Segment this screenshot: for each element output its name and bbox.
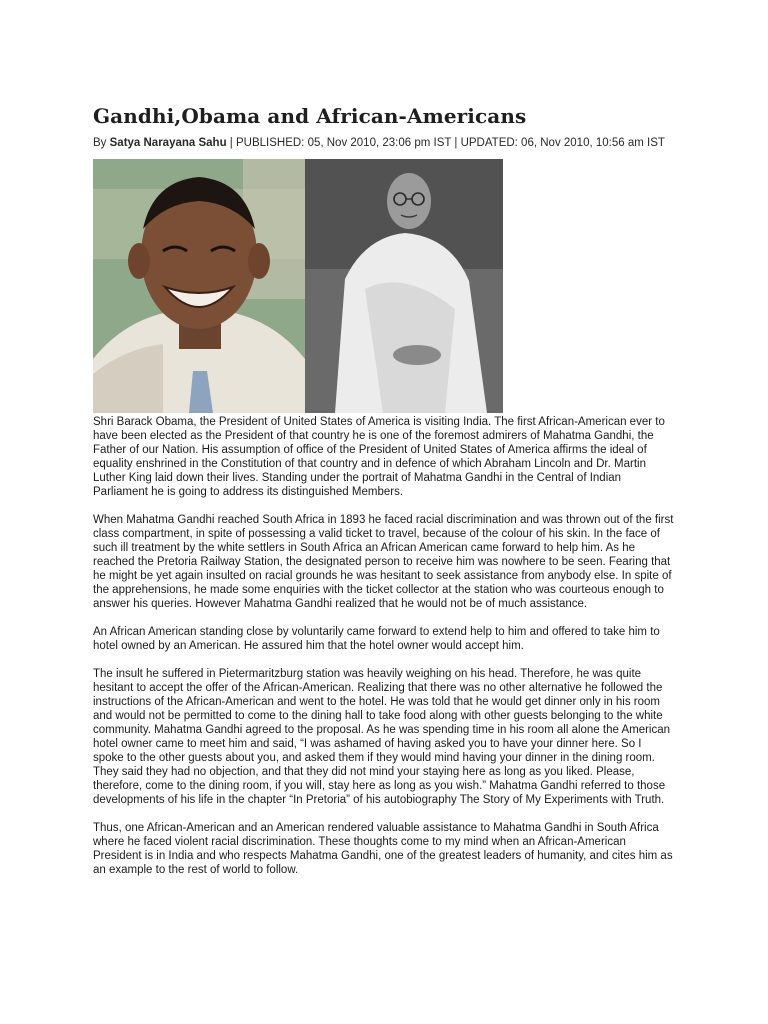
paragraph: An African American standing close by voluntarily came forward to extend help to him and offered to take him to hotel owned by an American. He assured him that the hotel owner would accept him.	[93, 626, 660, 652]
obama-photo	[93, 159, 305, 413]
paragraph: The insult he suffered in Pietermaritzburg station was heavily weighing on his head. Therefore, he was quite hesitant to accept the offer of the African-American. Realizing that there was no other alternative he followed the instructions of the African-American and went to the hotel. He was told that he would get dinner only in his room and would not be permitted to come to the dining hall to take food along with other guests belonging to the white community. Mahatma Gandhi agreed to the proposal. As he was spending time in his room all alone the American hotel owner came to meet him and said, “I was ashamed of having asked you to have your dinner here. So I spoke to the other guests about you, and asked them if they would mind having your dinner in the dining room. They said they had no objection, and that they did not mind your staying here as long as you liked. Please, therefore, come to the dining room, if you will, stay here as long as you wish.” Mahatma Gandhi referred to those developments of his life in the chapter “In Pretoria” of his autobiography The Story of My Experiments with Truth.	[93, 668, 671, 806]
portrait-photo-icon	[93, 159, 305, 413]
paragraph: When Mahatma Gandhi reached South Africa in 1893 he faced racial discrimination and was thrown out of the first class compartment, in spite of possessing a valid ticket to travel, because of the colour of his skin. In the face of such ill treatment by the white settlers in South Africa an African American came forward to help him. As he reached the Pretoria Railway Station, the designated person to receive him was nowhere to be seen. Fearing that he might be yet again insulted on racial grounds he was hesitant to seek assistance from anybody else. In spite of the apprehensions, he made some enquiries with the ticket collector at the station who was courteous enough to answer his queries. However Mahatma Gandhi realized that he would not be of much assistance.	[93, 514, 674, 610]
photo-strip	[93, 159, 503, 413]
paragraph: Shri Barack Obama, the President of United States of America is visiting India. The first African-American ever to have been elected as the President of that country he is one of the foremost admirers of Mahatma Gandhi, the Father of our Nation. His assumption of office of the President of United States of America affirms the ideal of equality enshrined in the Constitution of that country and in defence of which Abraham Lincoln and Dr. Martin Luther King laid down their lives. Standing under the portrait of Mahatma Gandhi in the Central of Indian Parliament he is going to address its distinguished Members.	[93, 416, 665, 498]
portrait-photo-icon	[305, 159, 503, 413]
article-body	[93, 415, 675, 877]
author-name: Satya Narayana Sahu	[109, 137, 227, 149]
publish-meta: | PUBLISHED: 05, Nov 2010, 23:06 pm IST | UPDATED: 06, Nov 2010, 10:56 am IST	[226, 137, 665, 149]
byline	[93, 137, 665, 149]
gandhi-photo	[305, 159, 503, 413]
byline-prefix: By	[93, 137, 110, 149]
paragraph: Thus, one African-American and an American rendered valuable assistance to Mahatma Gandhi in South Africa where he faced violent racial discrimination. These thoughts come to my mind when an African-American President is in India and who respects Mahatma Gandhi, one of the greatest leaders of humanity, and cites him as an example to the rest of world to follow.	[93, 822, 673, 876]
article-title: Gandhi,Obama and African-Americans	[93, 104, 527, 128]
